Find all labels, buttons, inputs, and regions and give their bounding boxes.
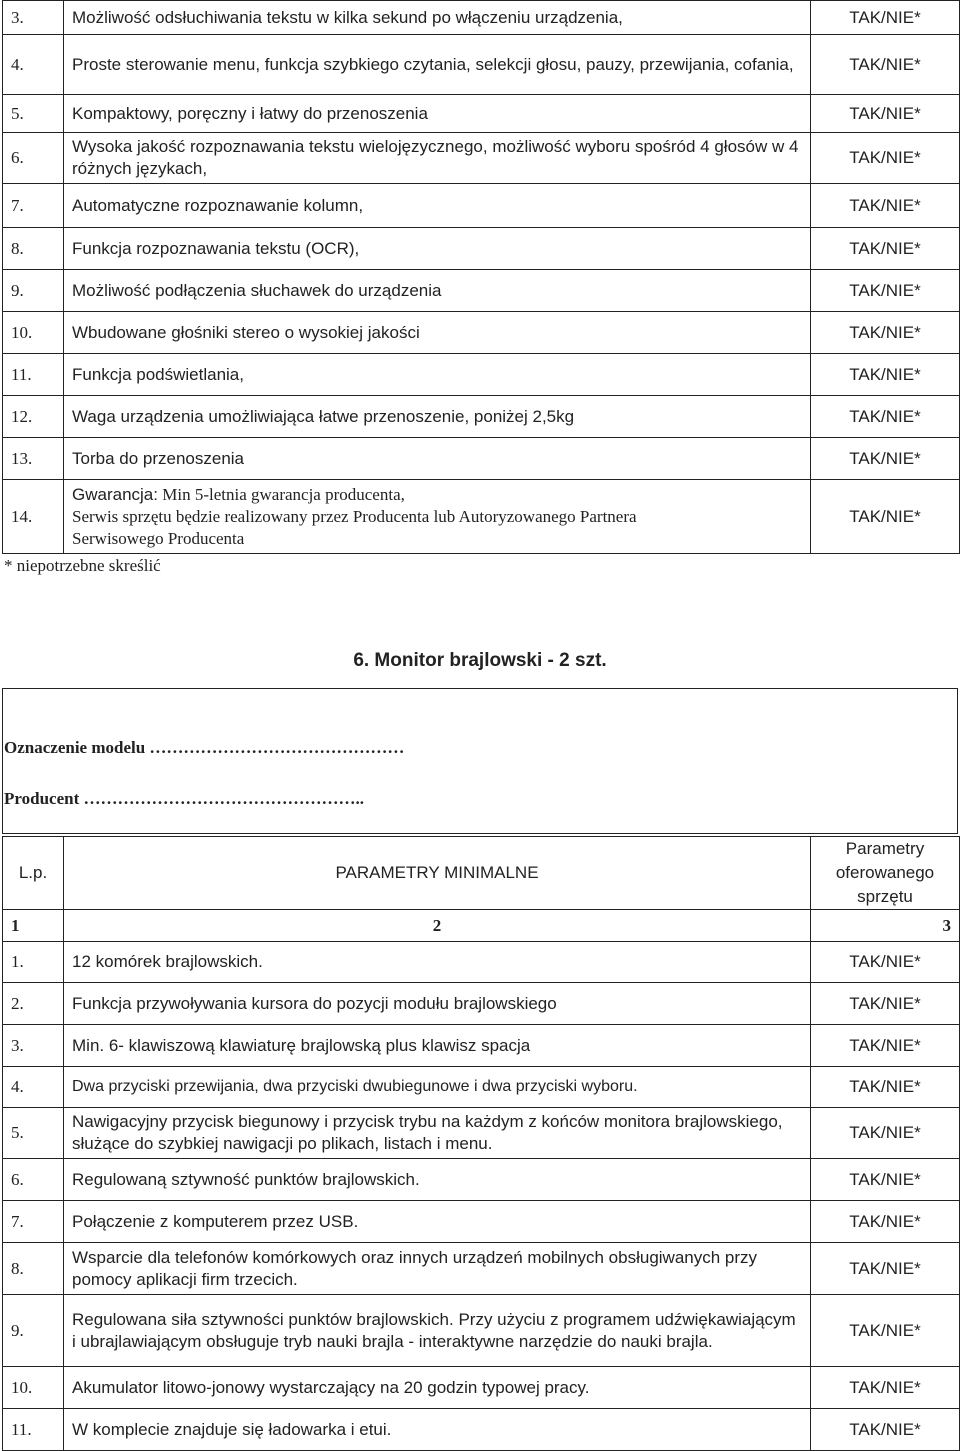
yes-no-answer: TAK/NIE* <box>811 396 960 438</box>
service-line: Serwis sprzętu będzie realizowany przez Producenta lub Autoryzowanego Partnera <box>72 506 637 526</box>
table-row <box>3 1367 960 1409</box>
row-text: Dwa przyciski przewijania, dwa przyciski dwubiegunowe i dwa przyciski wyboru. <box>64 1067 811 1108</box>
requirements-table-2 <box>2 836 960 1451</box>
row-number: 10. <box>3 1367 64 1409</box>
table-row <box>3 228 960 270</box>
warranty-label: Gwarancja: <box>72 484 158 504</box>
col-number-2: 2 <box>64 910 811 942</box>
row-number: 5. <box>3 1108 64 1159</box>
service-line-2: Serwisowego Producenta <box>72 528 245 548</box>
row-number: 4. <box>3 1067 64 1108</box>
row-text: Kompaktowy, poręczny i łatwy do przenoszenia <box>64 95 811 133</box>
table-row <box>3 1409 960 1451</box>
yes-no-answer: TAK/NIE* <box>811 1108 960 1159</box>
header-offered: Parametry oferowanego sprzętu <box>811 837 960 910</box>
table-row <box>3 480 960 554</box>
table-row <box>3 312 960 354</box>
yes-no-answer: TAK/NIE* <box>811 228 960 270</box>
yes-no-answer: TAK/NIE* <box>811 1159 960 1201</box>
row-number: 7. <box>3 1201 64 1243</box>
row-number: 8. <box>3 1243 64 1295</box>
row-number: 12. <box>3 396 64 438</box>
yes-no-answer: TAK/NIE* <box>811 133 960 184</box>
column-numbers-row <box>3 910 960 942</box>
warranty-line <box>72 484 802 506</box>
row-number: 9. <box>3 1295 64 1367</box>
row-text: Min. 6- klawiszową klawiaturę brajlowską plus klawisz spacja <box>64 1025 811 1067</box>
header-lp: L.p. <box>3 837 64 910</box>
table-row <box>3 396 960 438</box>
row-text: Wysoka jakość rozpoznawania tekstu wielojęzycznego, możliwość wyboru spośród 4 głosów w 4 różnych językach, <box>64 133 811 184</box>
row-text: Połączenie z komputerem przez USB. <box>64 1201 811 1243</box>
yes-no-answer: TAK/NIE* <box>811 983 960 1025</box>
warranty-text: Min 5-letnia gwarancja producenta, <box>157 484 405 504</box>
table-row <box>3 1025 960 1067</box>
row-text: Możliwość podłączenia słuchawek do urządzenia <box>64 270 811 312</box>
col-number-1: 1 <box>3 910 64 942</box>
yes-no-answer: TAK/NIE* <box>811 95 960 133</box>
col-number-3: 3 <box>811 910 960 942</box>
yes-no-answer: TAK/NIE* <box>811 184 960 228</box>
row-text: Torba do przenoszenia <box>64 438 811 480</box>
row-text: Funkcja podświetlania, <box>64 354 811 396</box>
row-number: 8. <box>3 228 64 270</box>
row-text: Nawigacyjny przycisk biegunowy i przycisk trybu na każdym z końców monitora brajlowskiego, służące do szybkiej nawigacji po plikach, listach i menu. <box>64 1108 811 1159</box>
yes-no-answer: TAK/NIE* <box>811 312 960 354</box>
header-params: PARAMETRY MINIMALNE <box>64 837 811 910</box>
footnote: * niepotrzebne skreślić <box>4 556 161 575</box>
row-number: 9. <box>3 270 64 312</box>
section-title: 6. Monitor brajlowski - 2 szt. <box>353 650 607 671</box>
table-row <box>3 184 960 228</box>
row-number: 14. <box>3 480 64 554</box>
row-text: Funkcja przywoływania kursora do pozycji modułu brajlowskiego <box>64 983 811 1025</box>
yes-no-answer: TAK/NIE* <box>811 1409 960 1451</box>
row-number: 5. <box>3 95 64 133</box>
row-text: Proste sterowanie menu, funkcja szybkiego czytania, selekcji głosu, pauzy, przewijania, cofania, <box>64 35 811 95</box>
yes-no-answer: TAK/NIE* <box>811 438 960 480</box>
row-number: 6. <box>3 1159 64 1201</box>
yes-no-answer: TAK/NIE* <box>811 942 960 983</box>
table-row <box>3 270 960 312</box>
row-number: 3. <box>3 1 64 35</box>
yes-no-answer: TAK/NIE* <box>811 1025 960 1067</box>
yes-no-answer: TAK/NIE* <box>811 354 960 396</box>
row-text: Akumulator litowo-jonowy wystarczający na 20 godzin typowej pracy. <box>64 1367 811 1409</box>
row-text: Waga urządzenia umożliwiająca łatwe przenoszenie, poniżej 2,5kg <box>64 396 811 438</box>
row-text: Wsparcie dla telefonów komórkowych oraz innych urządzeń mobilnych obsługiwanych przy pomocy aplikacji firm trzecich. <box>64 1243 811 1295</box>
table-header-row <box>3 837 960 910</box>
model-designation-field: Oznaczenie modelu ……………………………………… <box>4 738 405 757</box>
warranty-cell <box>64 480 811 554</box>
row-number: 2. <box>3 983 64 1025</box>
row-text: Regulowaną sztywność punktów brajlowskich. <box>64 1159 811 1201</box>
yes-no-answer: TAK/NIE* <box>811 1243 960 1295</box>
yes-no-answer: TAK/NIE* <box>811 1 960 35</box>
table-row <box>3 1108 960 1159</box>
row-number: 1. <box>3 942 64 983</box>
row-number: 7. <box>3 184 64 228</box>
table-row <box>3 1295 960 1367</box>
table-row <box>3 1 960 35</box>
table-row <box>3 95 960 133</box>
row-text: Regulowana siła sztywności punktów brajlowskich. Przy użyciu z programem udźwiękawiającym i ubrajlawiającym obsługuje tryb nauki brajla - interaktywne narzędzie do nauki brajla. <box>64 1295 811 1367</box>
table-row <box>3 1201 960 1243</box>
yes-no-answer: TAK/NIE* <box>811 35 960 95</box>
row-text: Możliwość odsłuchiwania tekstu w kilka sekund po włączeniu urządzenia, <box>64 1 811 35</box>
table-row <box>3 983 960 1025</box>
row-text: W komplecie znajduje się ładowarka i etui. <box>64 1409 811 1451</box>
row-text: Wbudowane głośniki stereo o wysokiej jakości <box>64 312 811 354</box>
row-number: 3. <box>3 1025 64 1067</box>
table-row <box>3 1067 960 1108</box>
table-row <box>3 942 960 983</box>
table-row <box>3 133 960 184</box>
requirements-table-1 <box>2 0 960 554</box>
row-number: 11. <box>3 1409 64 1451</box>
table-row <box>3 1243 960 1295</box>
row-number: 6. <box>3 133 64 184</box>
yes-no-answer: TAK/NIE* <box>811 1201 960 1243</box>
row-number: 4. <box>3 35 64 95</box>
model-info-box <box>2 688 958 834</box>
row-text: Funkcja rozpoznawania tekstu (OCR), <box>64 228 811 270</box>
row-number: 13. <box>3 438 64 480</box>
table-row <box>3 35 960 95</box>
yes-no-answer: TAK/NIE* <box>811 1295 960 1367</box>
producer-field: Producent ………………………………………….. <box>4 789 364 808</box>
yes-no-answer: TAK/NIE* <box>811 480 960 554</box>
table-row <box>3 438 960 480</box>
row-text: Automatyczne rozpoznawanie kolumn, <box>64 184 811 228</box>
yes-no-answer: TAK/NIE* <box>811 1067 960 1108</box>
table-row <box>3 354 960 396</box>
row-number: 10. <box>3 312 64 354</box>
yes-no-answer: TAK/NIE* <box>811 1367 960 1409</box>
row-number: 11. <box>3 354 64 396</box>
table-row <box>3 1159 960 1201</box>
row-text: 12 komórek brajlowskich. <box>64 942 811 983</box>
yes-no-answer: TAK/NIE* <box>811 270 960 312</box>
